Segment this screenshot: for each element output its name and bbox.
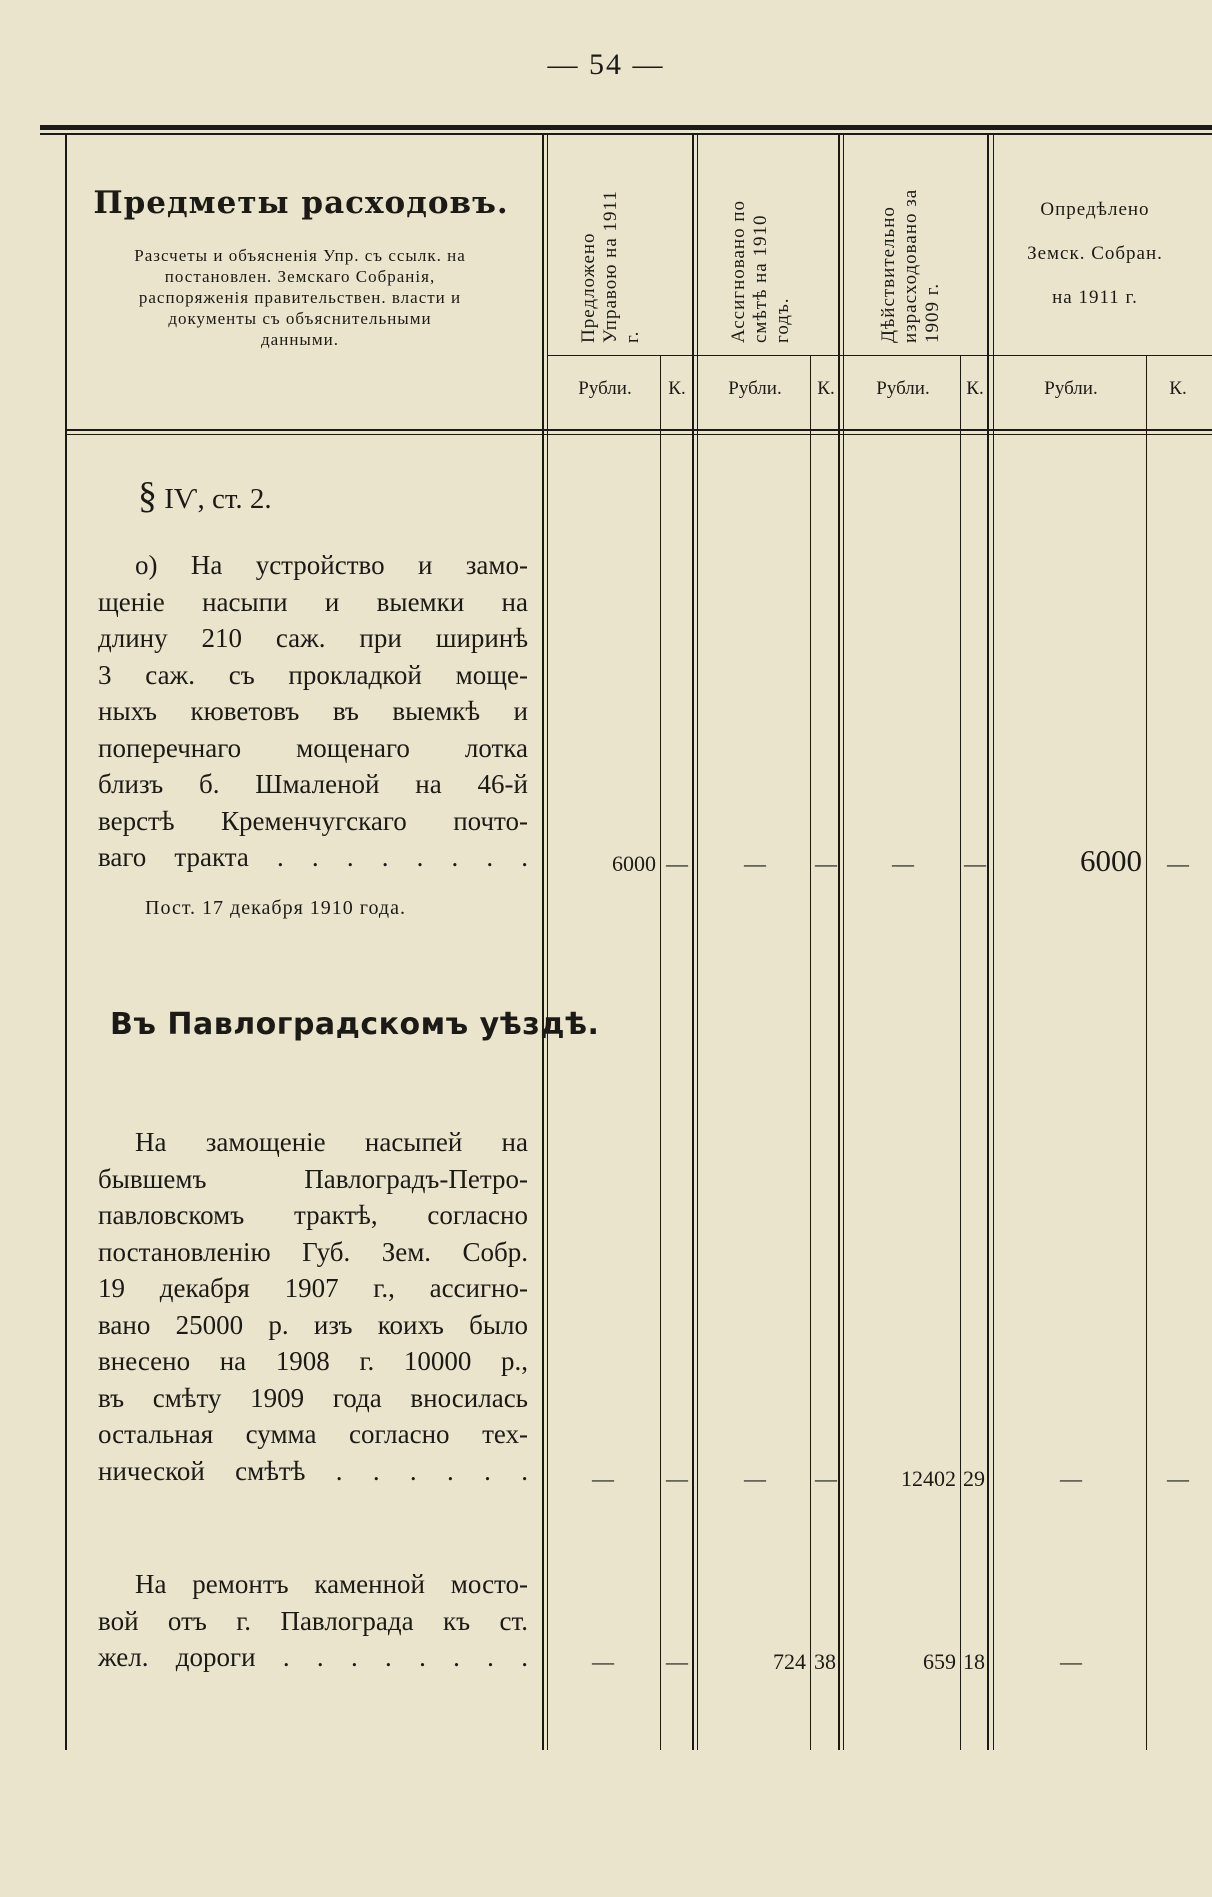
unit-rub: Рубли. bbox=[1044, 378, 1098, 399]
header-col-assigned: Ассигновано по смѣтѣ на 1910 годъ. bbox=[728, 200, 793, 343]
column-divider bbox=[542, 133, 544, 1750]
item-2-text bbox=[98, 1124, 528, 1489]
item-1-assigned-kop: — bbox=[815, 851, 837, 876]
item-3-assigned-rub: 724 bbox=[773, 1649, 806, 1674]
item-2-assigned-rub: — bbox=[744, 1466, 766, 1491]
text-line: въ смѣту 1909 года вносилась bbox=[98, 1382, 528, 1413]
kopeck-divider bbox=[660, 356, 661, 1750]
column-divider bbox=[692, 133, 694, 1750]
text-line: 3 саж. съ прокладкой моще- bbox=[98, 659, 528, 690]
text-line: ваго тракта . . . . . . . . bbox=[98, 842, 528, 872]
header-bottom-rule-thin bbox=[66, 434, 1212, 435]
text-line: о) На устройство и замо- bbox=[135, 550, 528, 580]
text-line: ныхъ кюветовъ въ выемкѣ и bbox=[98, 696, 528, 726]
column-divider bbox=[697, 133, 698, 1750]
header-col-proposed: Предложено Управою на 1911 г. bbox=[578, 190, 643, 343]
district-heading: Въ Павлоградскомъ уѣздѣ. bbox=[110, 1007, 600, 1042]
column-divider bbox=[843, 133, 844, 1750]
text-line: остальная сумма согласно тех- bbox=[98, 1419, 528, 1449]
resolution-note: Пост. 17 декабря 1910 года. bbox=[145, 897, 406, 919]
text-line: вой отъ г. Павлограда къ ст. bbox=[98, 1605, 528, 1636]
unit-rub: Рубли. bbox=[578, 378, 632, 399]
text-line: близъ б. Шмаленой на 46-й bbox=[98, 769, 528, 799]
kopeck-divider bbox=[960, 356, 961, 1750]
item-2-defined-kop: — bbox=[1167, 1466, 1189, 1491]
text-line: жел. дороги . . . . . . . . bbox=[98, 1642, 528, 1672]
unit-kop: К. bbox=[966, 378, 984, 399]
column-divider bbox=[547, 133, 548, 1750]
header-subtitle: Разсчеты и объясненія Упр. съ ссылк. на постановлен. Земскаго Собранія, распоряженія правительствен. власти и документы съ объяснительными данными. bbox=[134, 246, 466, 349]
unit-rub: Рубли. bbox=[728, 378, 782, 399]
text-line: длину 210 саж. при ширинѣ bbox=[98, 623, 528, 653]
item-1-text bbox=[98, 547, 528, 876]
item-3-assigned-kop: 38 bbox=[814, 1649, 836, 1674]
unit-kop: К. bbox=[1169, 378, 1187, 399]
header-col-spent: Дѣйствительно израсходовано за 1909 г. bbox=[878, 188, 943, 343]
item-1-spent-rub: — bbox=[892, 851, 914, 876]
item-1-spent-kop: — bbox=[964, 851, 986, 876]
header-title: Предметы расходовъ. bbox=[93, 185, 509, 221]
column-divider bbox=[987, 133, 989, 1750]
item-1-defined-rub: 6000 bbox=[1080, 843, 1142, 878]
text-line: 19 декабря 1907 г., ассигно- bbox=[98, 1273, 528, 1303]
item-2-assigned-kop: — bbox=[815, 1466, 837, 1491]
text-line: нической смѣтѣ . . . . . . bbox=[98, 1455, 528, 1486]
item-1-proposed-kop: — bbox=[666, 851, 688, 876]
paragraph-heading bbox=[138, 474, 272, 518]
unit-kop: К. bbox=[817, 378, 835, 399]
item-3-text bbox=[98, 1566, 528, 1676]
header-col-defined bbox=[992, 188, 1198, 320]
item-1-assigned-rub: — bbox=[744, 851, 766, 876]
item-1-proposed-rub: 6000 bbox=[612, 851, 656, 876]
top-rule-thin bbox=[40, 133, 1212, 135]
paragraph-symbol: § bbox=[138, 475, 157, 517]
item-3-spent-rub: 659 bbox=[923, 1649, 956, 1674]
header-col-defined-line: на 1911 г. bbox=[1052, 287, 1138, 308]
text-line: внесено на 1908 г. 10000 р., bbox=[98, 1346, 528, 1376]
item-3-spent-kop: 18 bbox=[963, 1649, 985, 1674]
item-2-spent-kop: 29 bbox=[963, 1466, 985, 1491]
paragraph-label: IѴ, ст. 2. bbox=[164, 483, 272, 515]
item-2-spent-rub: 12402 bbox=[901, 1466, 956, 1491]
top-rule bbox=[40, 125, 1212, 130]
item-3-proposed-rub: — bbox=[592, 1649, 614, 1674]
item-2-proposed-kop: — bbox=[666, 1466, 688, 1491]
item-2-proposed-rub: — bbox=[592, 1466, 614, 1491]
text-line: поперечнаго мощенаго лотка bbox=[98, 732, 528, 763]
header-col-defined-line: Земск. Собран. bbox=[1027, 243, 1163, 264]
header-bottom-rule bbox=[66, 429, 1212, 431]
item-1-defined-kop: — bbox=[1167, 851, 1189, 876]
text-line: бывшемъ Павлоградъ-Петро- bbox=[98, 1163, 528, 1194]
header-col-defined-line: Опредѣлено bbox=[1040, 199, 1150, 220]
column-divider bbox=[838, 133, 840, 1750]
text-line: На замощеніе насыпей на bbox=[135, 1127, 528, 1157]
item-3-defined-rub: — bbox=[1060, 1649, 1082, 1674]
header-unit-divider bbox=[547, 355, 1212, 356]
page-number: — 54 — bbox=[547, 48, 665, 81]
text-line: щеніе насыпи и выемки на bbox=[98, 586, 528, 617]
kopeck-divider bbox=[810, 356, 811, 1750]
item-2-defined-rub: — bbox=[1060, 1466, 1082, 1491]
unit-rub: Рубли. bbox=[876, 378, 930, 399]
table-border-left bbox=[65, 133, 67, 1750]
item-3-proposed-kop: — bbox=[666, 1649, 688, 1674]
unit-kop: К. bbox=[668, 378, 686, 399]
text-line: павловскомъ трактѣ, согласно bbox=[98, 1200, 528, 1230]
text-line: вано 25000 р. изъ коихъ было bbox=[98, 1309, 528, 1340]
text-line: верстѣ Кременчугскаго почто- bbox=[98, 805, 528, 836]
column-divider bbox=[993, 133, 994, 1750]
text-line: постановленію Губ. Зем. Собр. bbox=[98, 1236, 528, 1267]
text-line: На ремонтъ каменной мосто- bbox=[135, 1569, 528, 1599]
kopeck-divider bbox=[1146, 356, 1147, 1750]
